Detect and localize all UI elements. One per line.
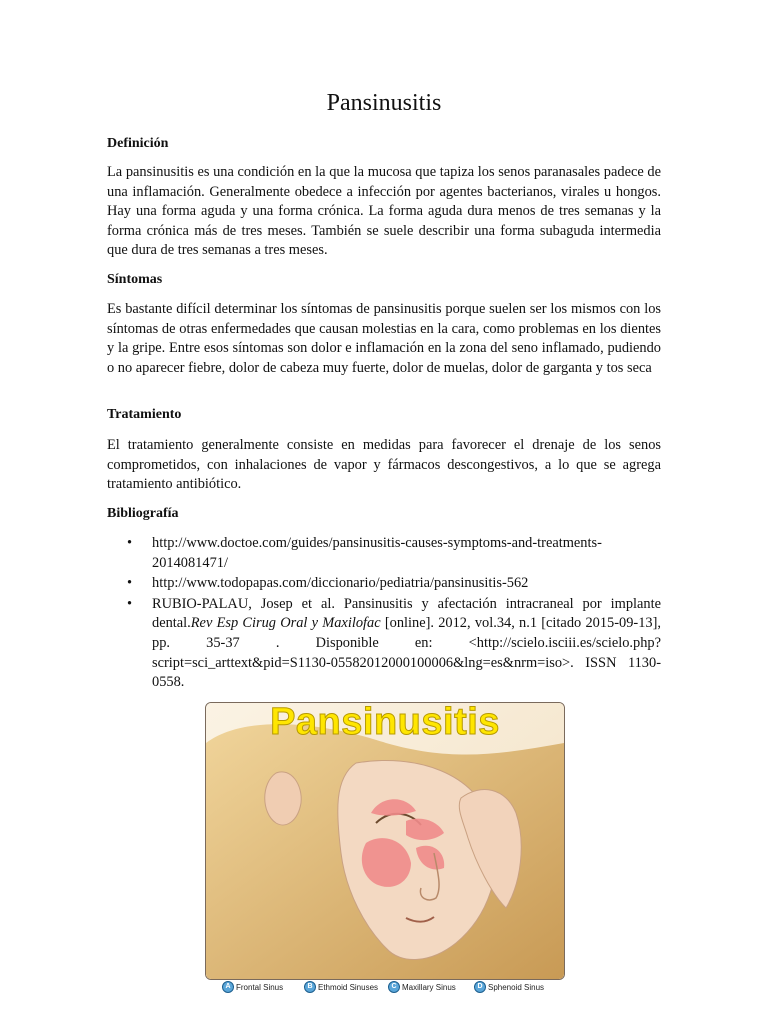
legend-item-maxillary bbox=[388, 981, 456, 993]
heading-bibliografia: Bibliografía bbox=[107, 506, 179, 521]
badge-b-icon: B bbox=[304, 981, 316, 993]
page-title: Pansinusitis bbox=[326, 90, 442, 116]
bibliography-item bbox=[107, 534, 661, 573]
badge-a-icon: A bbox=[222, 981, 234, 993]
heading-sintomas: Síntomas bbox=[107, 272, 163, 287]
bibliography-item bbox=[107, 595, 661, 693]
bibliography-link-todopapas[interactable]: http://www.todopapas.com/diccionario/pediatria/pansinusitis-562 bbox=[152, 575, 529, 592]
ear-shape bbox=[265, 772, 301, 825]
badge-c-icon: C bbox=[388, 981, 400, 993]
bibliography-link-doctoe[interactable]: http://www.doctoe.com/guides/pansinusitis-causes-symptoms-and-treatments-2014081471/ bbox=[152, 535, 602, 571]
legend-item-ethmoid bbox=[304, 981, 378, 993]
bibliography-item bbox=[107, 574, 661, 594]
heading-definicion: Definición bbox=[107, 136, 169, 151]
paragraph-tratamiento: El tratamiento generalmente consiste en medidas para favorecer el drenaje de los senos comprometidos, con inhalaciones de vapor y fármacos descongestivos, a lo que se agrega tratamiento antibiótico. bbox=[107, 437, 661, 493]
legend-label: Sphenoid Sinus bbox=[488, 982, 545, 992]
bullet-icon: • bbox=[127, 535, 133, 551]
heading-tratamiento: Tratamiento bbox=[107, 407, 182, 422]
pansinusitis-illustration bbox=[205, 702, 565, 980]
badge-d-icon: D bbox=[474, 981, 486, 993]
figure-legend bbox=[222, 981, 562, 997]
bibliography-list bbox=[107, 534, 661, 694]
legend-item-frontal bbox=[222, 981, 283, 993]
paragraph-definicion: La pansinusitis es una condición en la que la mucosa que tapiza los senos paranasales padece de una inflamación. Generalmente obedece a infección por agentes bacterianos, virales u hongos. Hay una forma aguda y una forma crónica. La forma aguda dura menos de tres semanas y la forma crónica más de tres meses. También se suele describir una forma subaguda intermedia que dura de tres semanas a tres meses. bbox=[107, 164, 661, 259]
legend-label: Ethmoid Sinuses bbox=[318, 982, 379, 992]
citation-rubio-details: [online]. 2012, vol.34, n.1 [citado 2015-09-13], pp. 35-37 . Disponible en: <http://scielo.isciii.es/scielo.php?script=sci_arttext&pid=S1130-05582012000100006&lng=es&nrm=iso>. ISSN 1130-0558. bbox=[152, 615, 661, 691]
citation-rubio-journal: Rev Esp Cirug Oral y Maxilofac bbox=[190, 615, 381, 632]
bullet-icon: • bbox=[127, 575, 133, 592]
figure-title: Pansinusitis bbox=[270, 702, 500, 743]
legend-item-sphenoid bbox=[474, 981, 544, 993]
bullet-icon: • bbox=[127, 595, 133, 612]
legend-label: Maxillary Sinus bbox=[402, 982, 456, 992]
legend-label: Frontal Sinus bbox=[236, 982, 284, 992]
citation-rubio-authors: RUBIO-PALAU, Josep et al. Pansinusitis y afectación intracraneal por implante dental. bbox=[152, 595, 661, 632]
face-illustration bbox=[206, 703, 564, 979]
paragraph-sintomas: Es bastante difícil determinar los síntomas de pansinusitis porque suelen ser los mismos con los síntomas de otras enfermedades que causan molestias en la cara, como problemas en los dientes y la gripe. Entre esos síntomas son dolor e inflamación en la zona del seno inflamado, pudiendo o no aparecer fiebre, dolor de cabeza muy fuerte, dolor de muelas, dolor de garganta y tos seca bbox=[107, 301, 661, 376]
